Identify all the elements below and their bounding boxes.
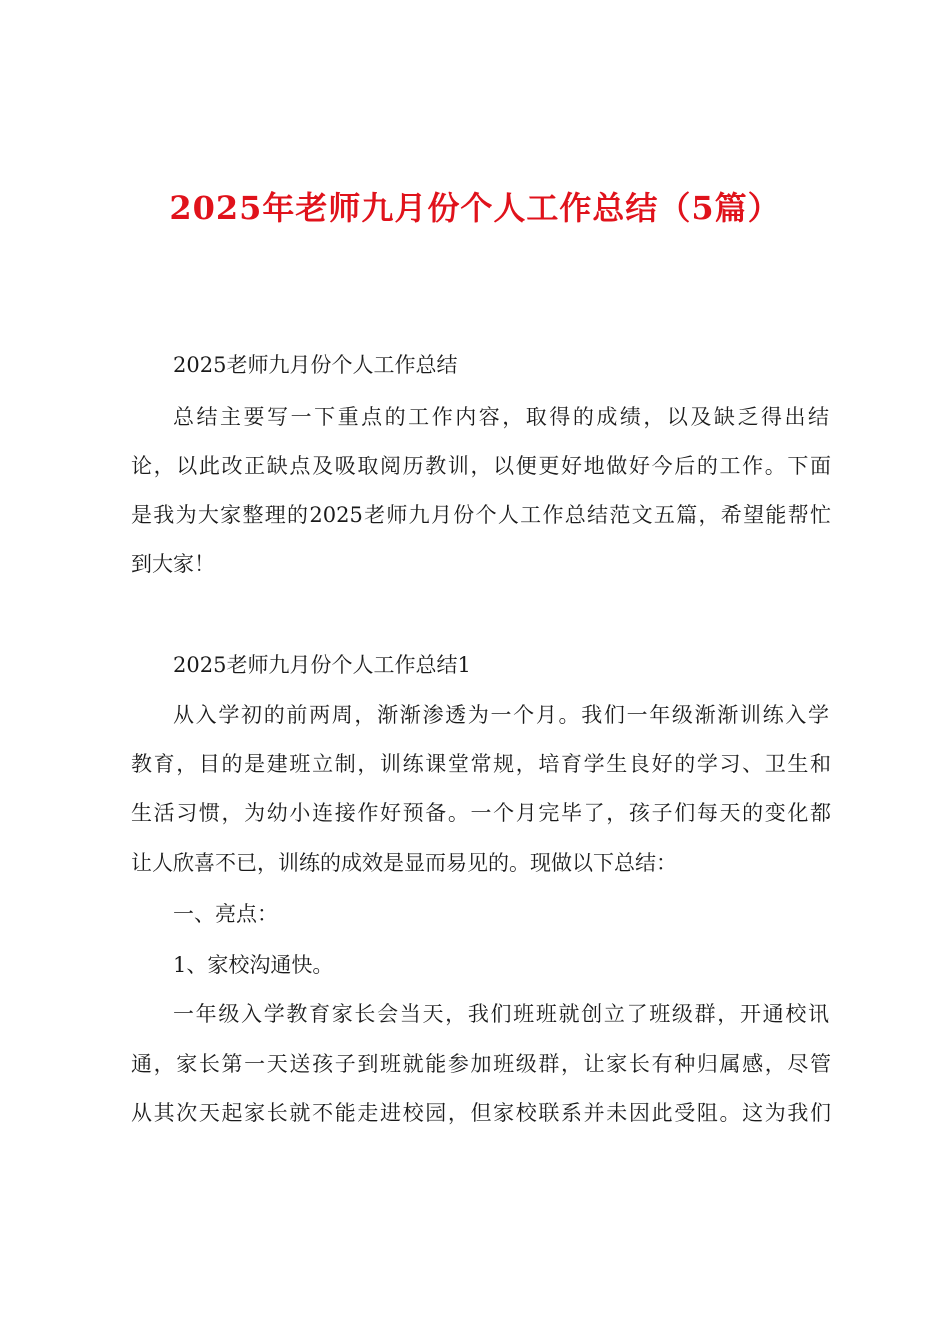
paragraph-line: 从入学初的前两周，渐渐渗透为一个月。我们一年级渐渐训练入学 [173, 703, 829, 727]
section-heading: 2025老师九月份个人工作总结1 [173, 653, 471, 677]
section-heading: 2025老师九月份个人工作总结 [173, 353, 458, 377]
document-title: 2025年老师九月份个人工作总结（5篇） [169, 189, 781, 227]
intro-line: 论，以此改正缺点及吸取阅历教训，以便更好地做好今后的工作。下面 [131, 454, 831, 478]
paragraph-line: 通，家长第一天送孩子到班就能参加班级群，让家长有种归属感，尽管 [131, 1052, 831, 1076]
subsection-heading: 一、亮点： [173, 902, 278, 926]
list-item: 1、家校沟通快。 [173, 953, 334, 977]
intro-line: 到大家！ [131, 552, 215, 576]
paragraph-line: 让人欣喜不已，训练的成效是显而易见的。现做以下总结： [131, 851, 677, 875]
paragraph-line: 从其次天起家长就不能走进校园，但家校联系并未因此受阻。这为我们 [131, 1101, 831, 1125]
paragraph-line: 生活习惯，为幼小连接作好预备。一个月完毕了，孩子们每天的变化都 [131, 801, 831, 825]
paragraph-line: 一年级入学教育家长会当天，我们班班就创立了班级群，开通校讯 [173, 1002, 829, 1026]
intro-line: 是我为大家整理的2025老师九月份个人工作总结范文五篇，希望能帮忙 [131, 503, 831, 527]
intro-line: 总结主要写一下重点的工作内容，取得的成绩，以及缺乏得出结 [173, 405, 829, 429]
paragraph-line: 教育，目的是建班立制，训练课堂常规，培育学生良好的学习、卫生和 [131, 752, 831, 776]
